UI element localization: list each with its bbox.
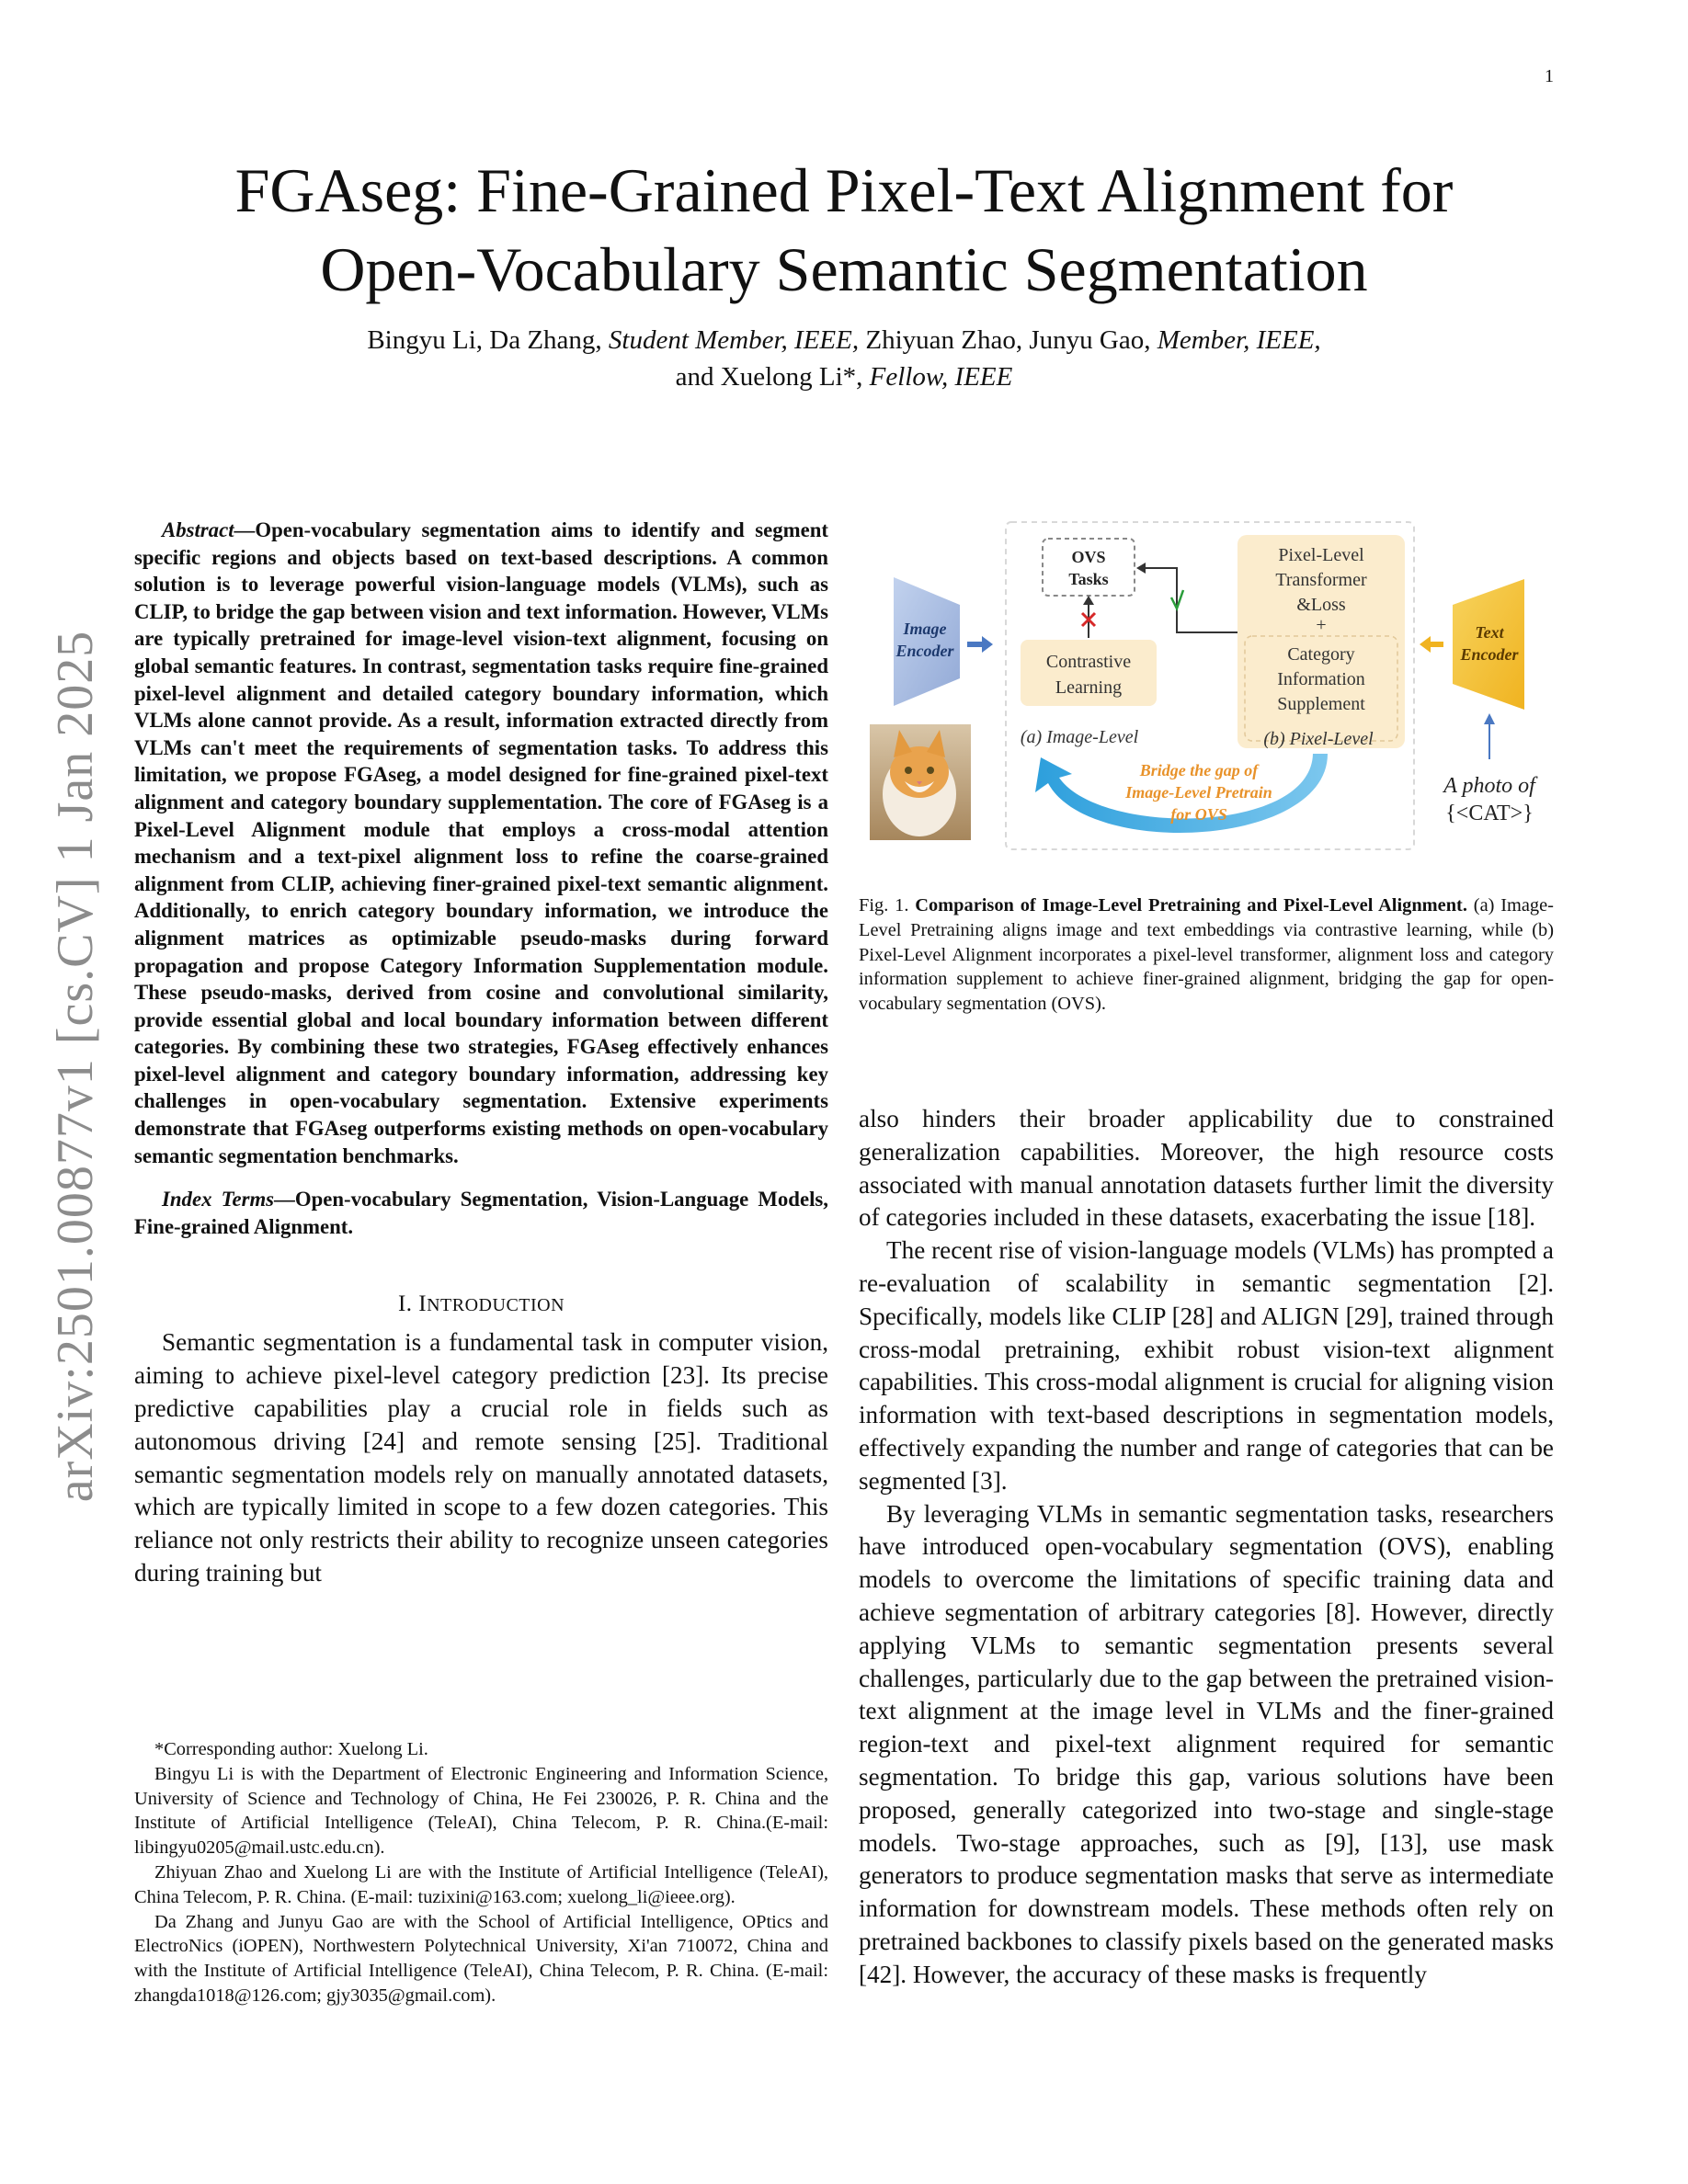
cat-photo [870, 724, 971, 840]
image-encoder-block [894, 577, 960, 706]
contrastive-to-ovs-arrow [1082, 596, 1095, 638]
pixel-level-label-1: Pixel-Level [1278, 545, 1364, 565]
title-line-1: FGAseg: Fine-Grained Pixel-Text Alignment for [234, 155, 1454, 225]
text-prompt-line-1: A photo of [1443, 774, 1535, 798]
title-line-2: Open-Vocabulary Semantic Segmentation [320, 234, 1368, 304]
authors-line1-c: Zhiyuan Zhao, Junyu Gao, [859, 325, 1158, 355]
prompt-to-text-encoder-arrow [1484, 713, 1495, 759]
footnote-corresponding: *Corresponding author: Xuelong Li. [154, 1739, 428, 1759]
authors-line2-a: and Xuelong Li*, [675, 362, 870, 392]
bridge-label-3: for OVS [1170, 805, 1227, 824]
abstract [134, 517, 828, 1169]
contrastive-label-2: Learning [1055, 677, 1123, 698]
section-heading-introduction [134, 1291, 828, 1317]
ovs-tasks-label-1: OVS [1071, 548, 1106, 566]
pixel-to-ovs-arrow [1136, 563, 1237, 632]
authors-line1-d: Member, IEEE, [1157, 325, 1321, 355]
text-encoder-label-1: Text [1475, 623, 1504, 642]
index-terms-label: Index Terms [162, 1188, 275, 1211]
caption-bold: Comparison of Image-Level Pretraining and Pixel-Level Alignment. [915, 895, 1467, 916]
intro-paragraph-1: Semantic segmentation is a fundamental task in computer vision, aiming to achieve pixel-level category prediction [23]. Its precise predictive capabilities play a crucial role in fields such as autonomous driving [24] and remote sensing [25]. Traditional semantic segmentation models rely on manually annotated datasets, which are typically limited in scope to a few dozen categories. This reliance not only restricts their ability to recognize unseen categories during training but [134, 1328, 828, 1587]
abstract-text: —Open-vocabulary segmentation aims to identify and segment specific regions and objects based on text-based descriptions. A common solution is to leverage powerful vision-language models (VLMs), such as CLIP, to bridge the gap between vision and text information. However, VLMs are typically pretrained for image-level vision-text alignment, focusing on global semantic features. In contrast, segmentation tasks require fine-grained pixel-level alignment and detailed category boundary information, which VLMs alone cannot provide. As a result, information extracted directly from VLMs can't meet the requirements of segmentation tasks. To address this limitation, we propose FGAseg, a model designed for fine-grained pixel-text alignment and category boundary supplementation. The core of FGAseg is a Pixel-Level Alignment module that employs a cross-modal attention mechanism and a text-pixel alignment loss to refine the coarse-grained alignment from CLIP, achieving finer-grained pixel-text semantic alignment. Additionally, to enrich category boundary information, we introduce the alignment matrices as optimizable pseudo-masks during forward propagation and propose Category Information Supplementation module. These pseudo-masks, derived from cosine and convolutional similarity, provide essential global and local boundary information between different categories. By combining these two strategies, FGAseg effectively enhances pixel-level alignment and category boundary information, addressing key challenges in open-vocabulary segmentation. Extensive experiments demonstrate that FGAseg outperforms existing methods on open-vocabulary semantic segmentation benchmarks. [134, 518, 828, 1167]
arxiv-identifier [48, 607, 103, 1526]
right-paragraph-3: By leveraging VLMs in semantic segmentation tasks, researchers have introduced open-vocabulary segmentation (OVS), enabling models to overcome the limitations of specific training data and achieve segmentation of arbitrary categories [8]. However, directly applying VLMs to semantic segmentation presents several challenges, particularly due to the gap between the pretrained vision-text alignment at the image level in VLMs and the finer-grained region-text and pixel-text alignment required for semantic segmentation. To bridge this gap, various solutions have been proposed, generally categorized into two-stage and single-stage models. Two-stage approaches, such as [9], [13], use mask generators to produce segmentation masks that serve as intermediate information for downstream models. These methods often rely on pretrained backbones to classify pixels based on the generated masks [42]. However, the accuracy of these masks is frequently [859, 1499, 1554, 1988]
ovs-tasks-box [1043, 539, 1135, 596]
image-encoder-label-1: Image [903, 620, 947, 638]
pixel-level-label-3: &Loss [1296, 595, 1346, 615]
ovs-tasks-label-2: Tasks [1068, 570, 1109, 588]
index-terms-text: —Open-vocabulary Segmentation, Vision-Language Models, Fine-grained Alignment. [134, 1188, 828, 1238]
text-prompt-line-2: {<CAT>} [1445, 802, 1534, 825]
footnote-affiliation-3: Da Zhang and Junyu Gao are with the School of Artificial Intelligence, OPtics and ElectroNics (iOPEN), Northwestern Polytechnical University, Xi'an 710072, China and with the Institute of Artificial Intelligence (TeleAI), China Telecom, P. R. China. (E-mail: zhangda1018@126.com; gjy3035@gmail.com). [134, 1911, 828, 2006]
pixel-level-label-2: Transformer [1275, 570, 1367, 590]
right-paragraph-2: The recent rise of vision-language models (VLMs) has prompted a re-evaluation of scalability in semantic segmentation [2]. Specifically, models like CLIP [28] and ALIGN [29], trained through cross-modal pretraining, exhibit robust vision-text alignment capabilities. This cross-modal alignment is crucial for aligning vision information with text-based descriptions in segmentation models, effectively expanding the number and range of categories that can be segmented [3]. [859, 1236, 1554, 1495]
authors-line1-b: Student Member, IEEE, [608, 325, 860, 355]
footnote-affiliation-2: Zhiyuan Zhao and Xuelong Li are with the Institute of Artificial Intelligence (TeleAI), China Telecom, P. R. China. (E-mail: tuzixini@163.com; xuelong_li@ieee.org). [134, 1861, 828, 1907]
arxiv-identifier-text: arXiv:2501.00877v1 [cs.CV] 1 Jan 2025 [47, 630, 104, 1503]
authors-line1-a: Bingyu Li, Da Zhang, [367, 325, 609, 355]
abstract-label: Abstract [162, 518, 234, 541]
caption-label: Fig. 1. [859, 895, 909, 916]
figure-1-caption [859, 893, 1554, 1017]
figure-1-diagram [859, 517, 1554, 862]
plus-sign: + [1316, 615, 1327, 635]
footnotes [134, 1737, 828, 2008]
image-level-label: (a) Image-Level [1020, 727, 1139, 747]
category-label-2: Information [1277, 669, 1365, 689]
bridge-label-1: Bridge the gap of [1139, 761, 1259, 779]
category-label-1: Category [1287, 644, 1355, 665]
pixel-level-caption-label: (b) Pixel-Level [1263, 729, 1374, 749]
text-encoder-block [1453, 579, 1524, 710]
index-terms [134, 1186, 828, 1240]
bridge-label-2: Image-Level Pretrain [1125, 783, 1272, 802]
image-encoder-label-2: Encoder [895, 642, 954, 660]
right-paragraph-1: also hinders their broader applicability due to constrained generalization capabilities. Moreover, the high resource costs associated with manual annotation datasets further limit the diversity of categories included in these datasets, exacerbating the issue [18]. [859, 1105, 1554, 1232]
left-column [134, 517, 828, 1590]
text-encoder-label-2: Encoder [1460, 645, 1519, 664]
pixel-level-box [1237, 535, 1405, 748]
paper-title [129, 151, 1559, 309]
contrastive-label-1: Contrastive [1045, 652, 1132, 672]
section-title-first: I [418, 1291, 428, 1317]
category-label-3: Supplement [1277, 694, 1365, 714]
contrastive-learning-box [1021, 640, 1157, 706]
right-column [859, 1103, 1554, 1992]
section-title-rest: NTRODUCTION [427, 1295, 565, 1316]
caption-text: (a) Image-Level Pretraining aligns image and text embeddings via contrastive learning, while (b) Pixel-Level Alignment incorporates a pixel-level transformer, alignment loss and category information supplement to achieve finer-grained alignment, bridging the gap for open-vocabulary segmentation (OVS). [859, 895, 1554, 1015]
section-numeral: I. [397, 1291, 419, 1317]
footnote-affiliation-1: Bingyu Li is with the Department of Electronic Engineering and Information Science, University of Science and Technology of China, He Fei 230026, P. R. China and the Institute of Artificial Intelligence (TeleAI), China Telecom, P. R. China.(E-mail: libingyu0205@mail.ustc.edu.cn). [134, 1763, 828, 1859]
image-to-contrastive-arrow [967, 636, 993, 653]
authors-line2-b: Fellow, IEEE [869, 362, 1013, 392]
text-to-pixel-arrow [1420, 636, 1443, 653]
page-number: 1 [1545, 66, 1554, 86]
author-list [129, 322, 1559, 395]
